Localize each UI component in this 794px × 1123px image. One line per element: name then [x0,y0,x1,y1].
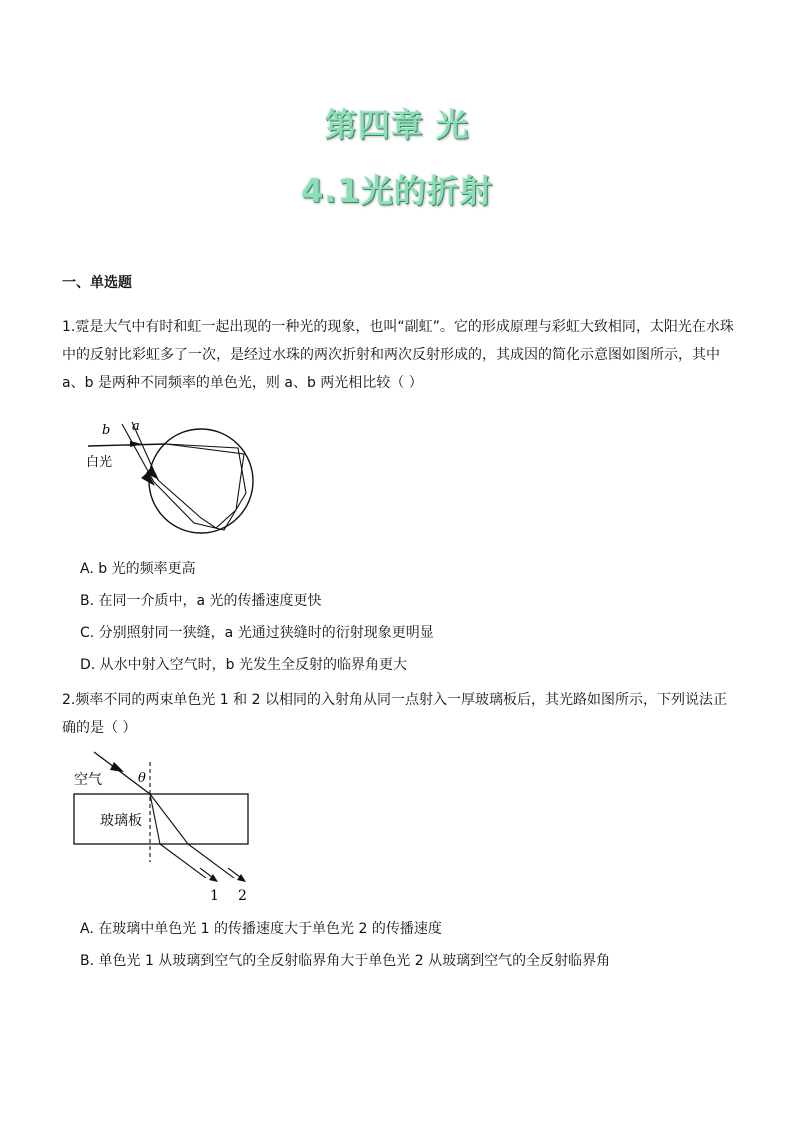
q2-option-a: A. 在玻璃中单色光 1 的传播速度大于单色光 2 的传播速度 [80,921,442,937]
chapter-title: 第四章 光 [324,106,470,144]
label-ray-1: 1 [210,888,219,904]
question-2-stem: 2.频率不同的两束单色光 1 和 2 以相同的入射角从同一点射入一厚玻璃板后，其光路如图所示，下列说法正确的是（ ） [62,692,727,736]
label-air: 空气 [74,772,102,788]
glass-slab-diagram [70,748,260,878]
q1-option-b: B. 在同一介质中，a 光的传播速度更快 [80,593,322,609]
label-glass: 玻璃板 [100,813,142,829]
label-a: a [132,419,140,434]
label-ray-2: 2 [238,888,247,904]
label-b: b [102,423,111,438]
section-title: 4.1光的折射 [301,172,493,210]
raindrop-diagram [86,418,266,548]
q2-option-b: B. 单色光 1 从玻璃到空气的全反射临界角大于单色光 2 从玻璃到空气的全反射临界角 [80,953,611,969]
label-white-light: 白光 [86,455,113,470]
q1-option-a: A. b 光的频率更高 [80,561,196,577]
label-theta: θ [138,771,146,786]
glass-arrowheads [70,868,260,904]
question-1-stem: 1.霓是大气中有时和虹一起出现的一种光的现象，也叫“副虹”。它的形成原理与彩虹大致相同，太阳光在水珠中的反射比彩虹多了一次，是经过水珠的两次折射和两次反射形成的，其成因的简化示意图如图所示，其中 a、b 是两种不同频率的单色光，则 a、b 两光相比较（ ） [62,319,734,391]
q1-option-d: D. 从水中射入空气时，b 光发生全反射的临界角更大 [80,657,408,673]
part-heading: 一、单选题 [62,275,132,291]
q1-option-c: C. 分别照射同一狭缝，a 光通过狭缝时的衍射现象更明显 [80,625,434,641]
